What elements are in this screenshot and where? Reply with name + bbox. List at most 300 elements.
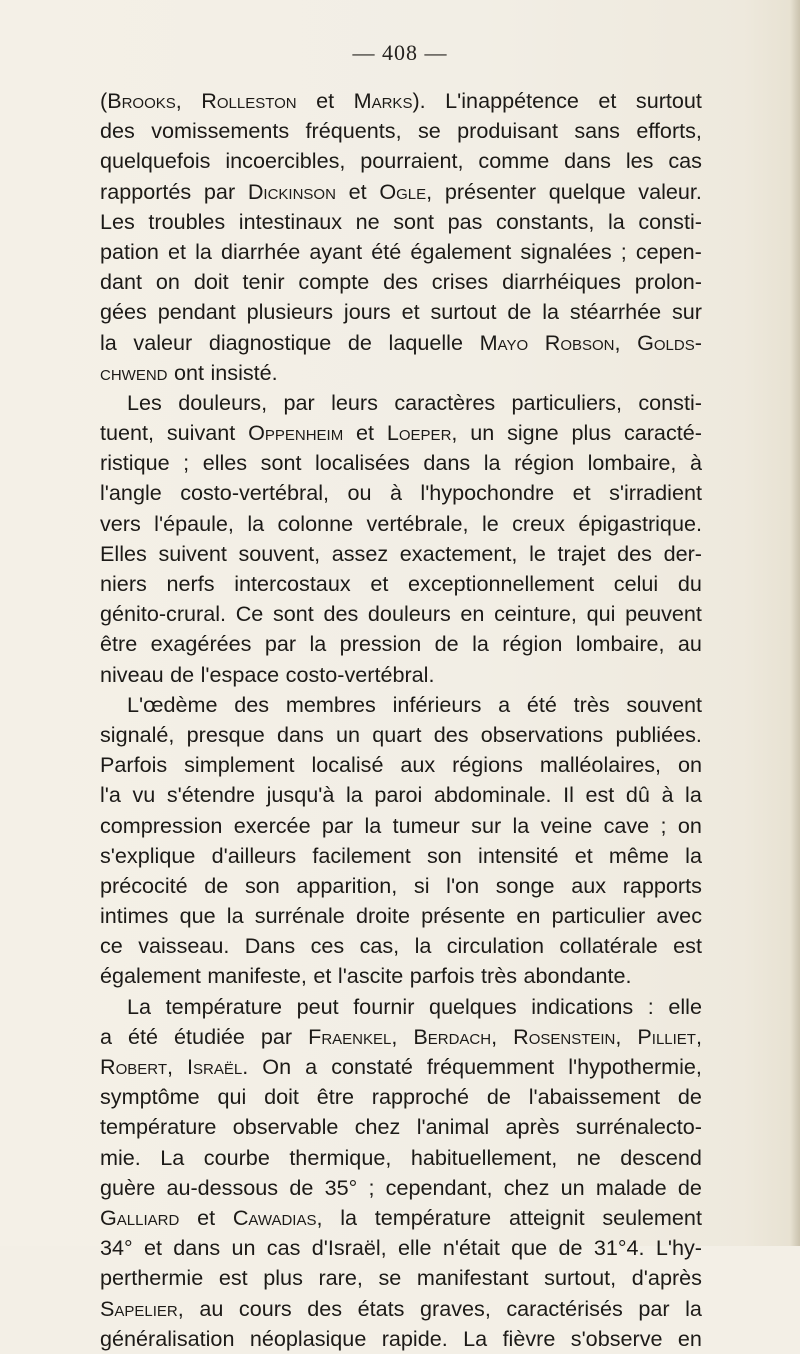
word: der- — [663, 540, 702, 566]
word: et — [197, 1204, 216, 1230]
word: s'étendre — [166, 782, 256, 808]
word: particuliers, — [511, 389, 622, 415]
text-line — [100, 328, 702, 358]
word: mie. — [100, 1144, 141, 1170]
word: cependant, — [385, 1174, 493, 1200]
word: la — [685, 782, 702, 808]
word: fournir — [353, 993, 415, 1019]
word: apparition, — [296, 872, 398, 898]
word: ; — [183, 450, 190, 476]
word: perthermie — [100, 1265, 204, 1291]
word: de — [558, 1235, 583, 1261]
text-line — [100, 509, 702, 539]
word: indications — [531, 993, 634, 1019]
word: à — [661, 782, 674, 808]
word: Dickinson — [247, 178, 336, 204]
text-line — [100, 1082, 702, 1112]
word: se — [378, 1265, 402, 1291]
word: cas, — [359, 933, 400, 959]
word: pation — [100, 238, 159, 264]
word: rapide. — [381, 1325, 448, 1351]
word: pression — [339, 631, 422, 657]
text-line — [100, 931, 702, 961]
text-line — [100, 901, 702, 931]
word: qui — [217, 1084, 247, 1110]
word: douleurs — [367, 601, 451, 627]
word: avec — [656, 903, 702, 929]
word: région — [514, 450, 575, 476]
word: été — [526, 691, 557, 717]
word: plus — [263, 1265, 303, 1291]
word: la — [100, 329, 117, 355]
word: suivant — [166, 420, 236, 446]
word: génito-crural. — [100, 601, 227, 627]
word: par — [283, 389, 315, 415]
word: diarrhéiques — [502, 269, 621, 295]
word: la — [685, 842, 702, 868]
word: manifeste, — [207, 963, 307, 989]
word: diarrhée — [221, 238, 301, 264]
word: de — [289, 1174, 314, 1200]
word: souvent, — [238, 540, 321, 566]
word: 34° — [100, 1235, 133, 1261]
text-line — [100, 116, 702, 146]
word: consti- — [638, 389, 702, 415]
word: localisées — [315, 450, 410, 476]
word: intimes — [100, 903, 169, 929]
word: compression — [100, 812, 223, 838]
word: des — [617, 540, 652, 566]
word: rapports — [622, 872, 702, 898]
word: habituellement, — [410, 1144, 558, 1170]
word: incoercibles, — [225, 148, 346, 174]
word: caractères — [394, 389, 496, 415]
text-line — [100, 1052, 702, 1082]
word: au — [199, 1295, 224, 1321]
text-line — [100, 237, 702, 267]
word: si — [413, 872, 430, 898]
word: La — [127, 993, 152, 1019]
word: s'observe — [570, 1325, 663, 1351]
word: des — [323, 601, 359, 627]
word: Marks). — [353, 88, 426, 113]
word: facilement — [312, 842, 411, 868]
text-line — [100, 418, 702, 448]
word: Ogle, — [379, 178, 433, 204]
word: intercostaux — [234, 571, 351, 596]
word: souvent — [626, 691, 702, 717]
word: suivent — [158, 540, 227, 566]
word: courbe — [203, 1144, 270, 1170]
word: niveau — [100, 661, 164, 687]
word: vers — [100, 510, 141, 536]
word: surtout, — [544, 1265, 617, 1291]
word: : — [647, 993, 654, 1019]
word: assez — [331, 540, 389, 566]
word: caracté- — [623, 420, 702, 446]
text-line — [100, 478, 702, 508]
word: néoplasique — [249, 1325, 367, 1351]
word: présente — [421, 903, 506, 929]
word: dans — [276, 721, 324, 747]
word: abdominale. — [433, 782, 552, 808]
word: la — [309, 631, 327, 657]
word: presque — [186, 721, 265, 747]
word: simplement — [184, 752, 295, 778]
word: l'animal — [416, 1114, 490, 1140]
word: précocité — [100, 872, 188, 898]
word: on — [677, 752, 702, 778]
word: ou — [347, 480, 372, 506]
word: généralisation — [100, 1325, 235, 1351]
word: température — [165, 993, 283, 1019]
word: et — [316, 88, 335, 113]
word: parfois — [409, 963, 475, 989]
word: elle — [668, 993, 702, 1019]
word: surrénale — [254, 903, 345, 929]
word: 35° — [324, 1174, 358, 1200]
word: en — [677, 1325, 702, 1351]
word: des — [383, 269, 418, 295]
word: est — [218, 1265, 248, 1291]
word: observable — [232, 1114, 339, 1140]
body-text — [100, 86, 702, 1354]
word: signalées — [520, 238, 612, 264]
word: ce — [100, 933, 123, 959]
word: ; — [660, 812, 667, 838]
word: être — [100, 631, 138, 657]
word: jours — [343, 299, 391, 325]
word: plus — [571, 420, 612, 446]
word: et — [370, 571, 389, 596]
word: pas — [447, 208, 483, 234]
text-line — [100, 992, 702, 1022]
word: Les — [127, 389, 162, 415]
word: des — [433, 721, 469, 747]
word: du — [677, 571, 702, 596]
word: en — [516, 903, 541, 929]
word: La — [463, 1325, 488, 1351]
word: cepen- — [635, 238, 702, 264]
word: à — [389, 480, 402, 506]
text-line — [100, 871, 702, 901]
word: la — [472, 631, 489, 657]
word: la — [607, 208, 625, 234]
word: aux — [400, 752, 436, 778]
word: ristique — [100, 450, 170, 476]
word: crises — [431, 269, 489, 295]
word: et — [401, 299, 420, 325]
word: de — [677, 1174, 702, 1200]
word: quelque — [548, 178, 626, 204]
word: de — [347, 329, 372, 355]
word: tenir — [242, 269, 285, 295]
word: on — [155, 269, 180, 295]
word: son — [426, 842, 462, 868]
word: Golds- — [637, 329, 702, 355]
text-line — [100, 146, 702, 176]
text-line — [100, 1112, 702, 1142]
word: vaisseau. — [138, 933, 230, 959]
word: être — [316, 1084, 354, 1110]
text-line — [100, 569, 702, 599]
text-line — [100, 660, 702, 690]
word: l'hypochondre — [420, 480, 555, 506]
word: fièvre — [502, 1325, 556, 1351]
word: doit — [264, 1084, 299, 1110]
word: température — [374, 1204, 492, 1230]
word: et — [598, 88, 617, 113]
word: ; — [620, 238, 627, 264]
word: Fraenkel, — [308, 1023, 398, 1049]
word: et — [574, 842, 593, 868]
word: niers — [100, 571, 147, 596]
word: Il — [563, 782, 574, 808]
word: de — [170, 661, 195, 687]
text-line — [100, 207, 702, 237]
word: des — [100, 118, 135, 144]
word: l'espace — [200, 661, 280, 687]
word: fréquents, — [305, 118, 402, 144]
word: On — [262, 1054, 292, 1079]
word: vomissements — [151, 118, 290, 144]
word: particulier — [551, 903, 646, 929]
word: cas — [266, 1235, 301, 1261]
text-line — [100, 448, 702, 478]
word: par — [264, 631, 297, 657]
word: Sapelier, — [100, 1295, 184, 1321]
text-line — [100, 358, 702, 388]
text-line — [100, 720, 702, 750]
word: exactement, — [399, 540, 518, 566]
word: elle — [397, 1235, 432, 1261]
word: surtout — [635, 88, 702, 113]
word: par — [203, 178, 236, 204]
word: la — [345, 782, 363, 808]
word: signalé, — [100, 721, 175, 747]
word: au — [677, 631, 702, 657]
word: La — [160, 1144, 185, 1170]
word: thermique, — [289, 1144, 392, 1170]
word: ne — [355, 208, 380, 234]
word: lombaire, — [575, 631, 665, 657]
text-line — [100, 1263, 702, 1293]
word: a — [498, 691, 511, 717]
word: et — [313, 963, 332, 989]
word: de — [507, 299, 532, 325]
word: celui — [613, 571, 659, 596]
text-line — [100, 1324, 702, 1354]
word: Pilliet, — [637, 1023, 702, 1049]
word: après — [505, 1114, 560, 1140]
word: la — [512, 812, 530, 838]
text-line — [100, 1294, 702, 1324]
page-number: — 408 — — [352, 40, 448, 65]
word: descend — [620, 1144, 702, 1170]
word: troubles — [148, 208, 226, 234]
word: doit — [193, 269, 229, 295]
word: également — [100, 963, 201, 989]
word: guère — [100, 1174, 156, 1200]
word: l'a — [100, 782, 121, 808]
word: étudiée — [174, 1023, 245, 1049]
word: en — [460, 601, 485, 627]
word: intestinaux — [238, 208, 343, 234]
word: dans — [564, 148, 611, 174]
word: Mayo — [479, 329, 529, 355]
word: de — [677, 1084, 702, 1110]
word: région — [502, 631, 563, 657]
text-line — [100, 1233, 702, 1263]
word: l'abaissement — [528, 1084, 661, 1110]
word: membres — [285, 691, 376, 717]
word: rapportés — [100, 178, 192, 204]
word: un — [336, 721, 361, 747]
word: (Brooks, — [100, 88, 182, 113]
word: est — [673, 933, 702, 959]
word: Elles — [100, 540, 147, 566]
word: dû — [625, 782, 650, 808]
word: L'hy- — [655, 1235, 702, 1261]
word: Robert, — [100, 1054, 173, 1079]
word: également — [410, 238, 512, 264]
word: se — [417, 118, 441, 144]
word: un — [560, 1174, 585, 1200]
word: produisant — [457, 118, 558, 144]
word: Oppenheim — [248, 420, 344, 446]
word: la — [195, 238, 212, 264]
word: par — [638, 1295, 670, 1321]
word: Rosenstein, — [513, 1023, 622, 1049]
word: chez — [503, 1174, 550, 1200]
word: valeur — [133, 329, 193, 355]
word: la — [340, 1204, 358, 1230]
word: la — [247, 510, 265, 536]
word: costo-vertébral. — [285, 661, 435, 687]
word: même — [608, 842, 669, 868]
word: et — [572, 480, 591, 506]
word: valeur. — [638, 178, 702, 204]
word: n'était — [442, 1235, 500, 1261]
word: chez — [354, 1114, 401, 1140]
word: que — [179, 903, 216, 929]
word: trajet — [557, 540, 606, 566]
word: douleurs, — [178, 389, 268, 415]
word: dant — [100, 269, 143, 295]
word: l'on — [446, 872, 480, 898]
word: symptôme — [100, 1084, 200, 1110]
word: s'explique — [100, 842, 196, 868]
word: caractérisés — [506, 1295, 623, 1321]
word: lombaire, — [587, 450, 677, 476]
word: sont — [272, 601, 314, 627]
word: s'irradient — [609, 480, 702, 506]
word: circulation — [446, 933, 544, 959]
word: dans — [173, 1235, 221, 1261]
word: un — [231, 1235, 256, 1261]
word: et — [143, 1235, 162, 1261]
word: et — [167, 238, 186, 264]
word: états — [357, 1295, 405, 1321]
word: Cawadias, — [232, 1204, 323, 1230]
word: 31°4. — [593, 1235, 645, 1261]
word: la — [226, 903, 244, 929]
word: sur — [671, 299, 702, 325]
word: sans — [574, 118, 620, 144]
word: inférieurs — [392, 691, 482, 717]
word: ont — [173, 359, 204, 385]
word: atteignit — [508, 1204, 585, 1230]
word: par — [321, 812, 354, 838]
word: Israël. — [187, 1054, 249, 1079]
word: est — [585, 782, 615, 808]
word: très — [573, 691, 610, 717]
word: sur — [471, 812, 502, 838]
word: Robson, — [544, 329, 621, 355]
word: que — [511, 1235, 548, 1261]
word: surtout — [430, 299, 497, 325]
text-line — [100, 629, 702, 659]
word: elles — [202, 450, 248, 476]
word: d'Israël, — [311, 1235, 387, 1261]
word: L'œdème — [127, 691, 218, 717]
word: gées — [100, 299, 147, 325]
word: quart — [372, 721, 422, 747]
word: laquelle — [388, 329, 463, 355]
word: Les — [100, 208, 135, 234]
text-line — [100, 1143, 702, 1173]
word: d'ailleurs — [211, 842, 297, 868]
word: paroi — [374, 782, 423, 808]
word: épigastrique. — [578, 510, 702, 536]
word: colonne — [277, 510, 354, 536]
word: malléolaires, — [539, 752, 662, 778]
word: présenter — [444, 178, 537, 204]
word: compte — [298, 269, 370, 295]
text-line — [100, 961, 702, 991]
word: L'inappétence — [445, 88, 579, 113]
word: quelques — [428, 993, 517, 1019]
word: publiées. — [615, 721, 702, 747]
word: et — [356, 420, 375, 446]
word: surrénalecto- — [575, 1114, 702, 1140]
word: fréquemment — [426, 1054, 555, 1079]
word: stéarrhée — [569, 299, 662, 325]
word: a — [305, 1054, 318, 1079]
word: quelquefois — [100, 148, 211, 174]
word: de — [434, 631, 459, 657]
word: localisé — [311, 752, 384, 778]
text-line — [100, 267, 702, 297]
word: le — [529, 540, 546, 566]
word: cas — [668, 148, 702, 174]
word: peuvent — [625, 601, 702, 627]
word: tuent, — [100, 420, 155, 446]
word: aux — [571, 872, 607, 898]
word: diagnostique — [208, 329, 332, 355]
word: la — [542, 299, 560, 325]
text-line — [100, 1022, 702, 1052]
text-line — [100, 1203, 702, 1233]
word: Parfois — [100, 752, 168, 778]
word: rapproché — [371, 1084, 470, 1110]
word: l'angle — [100, 480, 162, 506]
word: régions — [452, 752, 523, 778]
word: malade — [595, 1174, 667, 1200]
word: Berdach, — [413, 1023, 498, 1049]
word: sont — [260, 450, 302, 476]
word: la — [414, 933, 432, 959]
